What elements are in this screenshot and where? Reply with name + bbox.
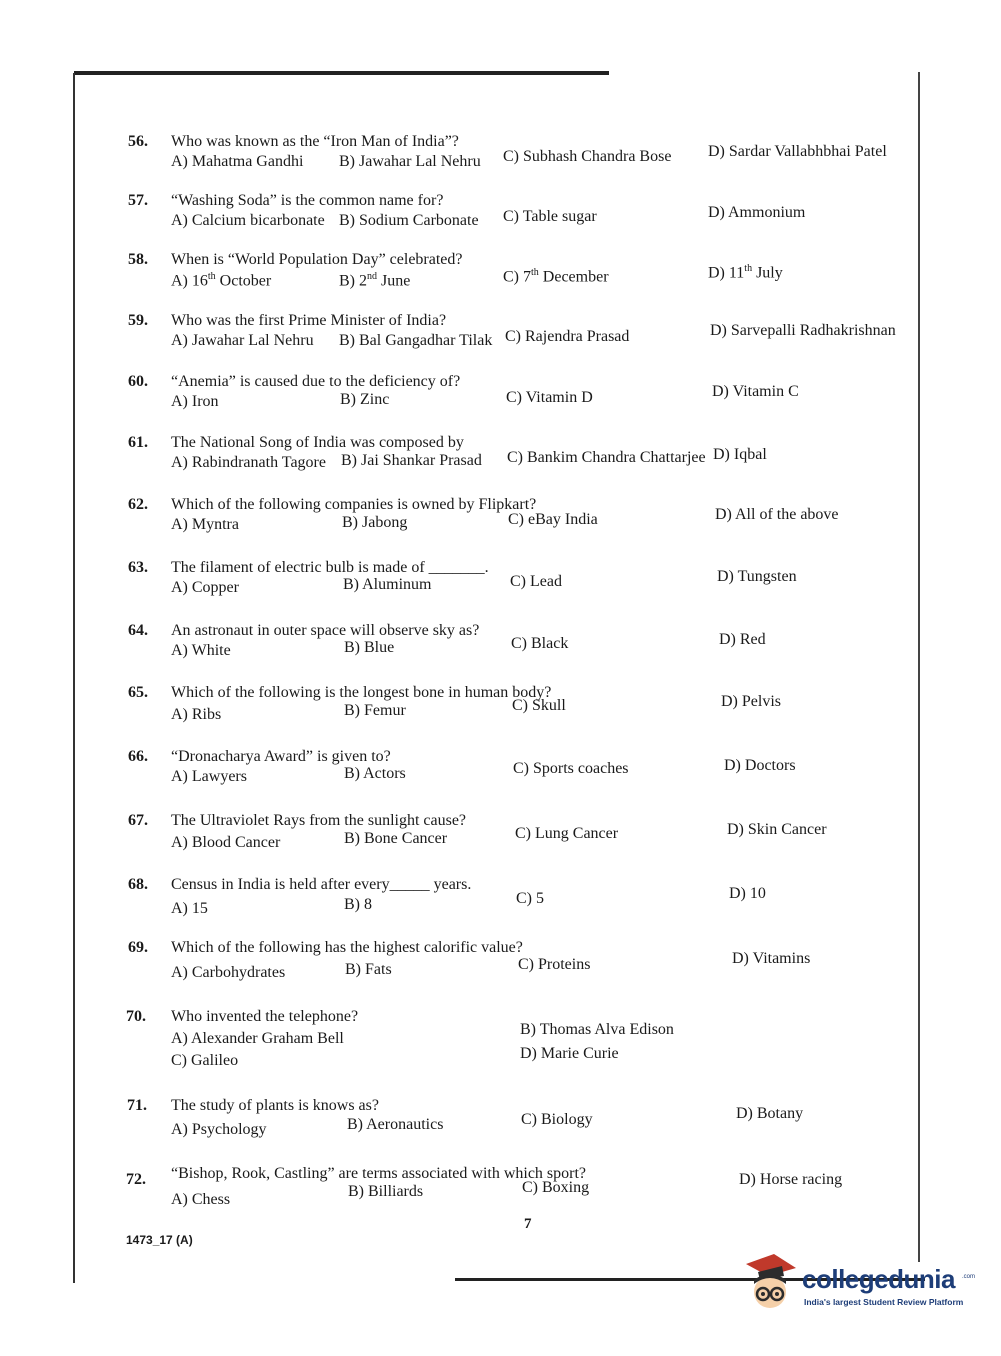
question-number: 58. <box>128 251 148 268</box>
question-number: 62. <box>128 496 148 513</box>
question-number: 60. <box>128 373 148 390</box>
question-63 <box>0 559 1001 607</box>
option-c: C) Bankim Chandra Chattarjee <box>507 449 706 466</box>
question-stem: The Ultraviolet Rays from the sunlight cause? <box>171 812 467 829</box>
question-number: 70. <box>126 1008 146 1025</box>
question-number: 63. <box>128 559 148 576</box>
mascot-icon <box>744 1254 796 1314</box>
question-65 <box>0 684 1001 732</box>
option-b: B) 2nd June <box>339 271 411 290</box>
option-a: A) 15 <box>171 900 208 917</box>
question-56 <box>0 133 1001 181</box>
option-c: C) Rajendra Prasad <box>505 328 630 345</box>
option-c: C) Black <box>511 635 569 652</box>
question-72 <box>0 1161 1001 1209</box>
question-60 <box>0 373 1001 421</box>
question-62 <box>0 496 1001 544</box>
question-71 <box>0 1097 1001 1145</box>
option-b: B) Sodium Carbonate <box>339 212 479 229</box>
option-d: D) Sardar Vallabhbhai Patel <box>708 143 887 160</box>
question-number: 65. <box>128 684 148 701</box>
option-b: B) Zinc <box>340 391 390 408</box>
option-d: D) Horse racing <box>739 1171 843 1188</box>
option-d: D) Red <box>719 631 766 648</box>
question-stem: The National Song of India was composed by <box>171 434 464 451</box>
question-69 <box>0 939 1001 987</box>
question-stem: “Washing Soda” is the common name for? <box>171 192 444 209</box>
option-d: D) Pelvis <box>721 693 781 710</box>
logo-domain: .com <box>962 1274 976 1280</box>
question-stem: An astronaut in outer space will observe sky as? <box>171 622 480 639</box>
paper-code: 1473_17 (A) <box>126 1233 193 1247</box>
collegedunia-logo <box>744 1254 974 1314</box>
option-b: B) Billiards <box>348 1183 424 1200</box>
option-d: D) Vitamin C <box>712 383 799 400</box>
question-61 <box>0 434 1001 482</box>
option-c: C) 7th December <box>503 267 609 286</box>
question-number: 68. <box>128 876 148 893</box>
option-a: A) Calcium bicarbonate <box>171 212 325 229</box>
option-c: C) Lung Cancer <box>515 825 619 842</box>
logo-tagline: India's largest Student Review Platform <box>804 1297 964 1307</box>
option-d: D) Iqbal <box>713 446 767 463</box>
option-b: B) Bone Cancer <box>344 830 448 847</box>
option-b: B) Aeronautics <box>347 1116 444 1133</box>
option-b: B) Bal Gangadhar Tilak <box>339 332 493 349</box>
option-a: A) Blood Cancer <box>171 834 281 851</box>
option-a: A) Copper <box>171 579 239 596</box>
option-d: D) All of the above <box>715 506 839 523</box>
question-70 <box>0 1008 1001 1078</box>
option-b: B) Fats <box>345 961 392 978</box>
question-66 <box>0 748 1001 796</box>
option-d: D) 10 <box>729 885 766 902</box>
option-a: A) Chess <box>171 1191 231 1208</box>
question-number: 56. <box>128 133 148 150</box>
option-a: A) Carbohydrates <box>171 964 286 981</box>
option-b: B) Jawahar Lal Nehru <box>339 153 481 170</box>
option-a: A) Iron <box>171 393 219 410</box>
option-a: A) Lawyers <box>171 768 247 785</box>
option-d: D) Sarvepalli Radhakrishnan <box>710 322 896 339</box>
option-a: A) Rabindranath Tagore <box>171 454 326 471</box>
question-stem: Census in India is held after every_____ years. <box>171 876 472 893</box>
option-d: D) Skin Cancer <box>727 821 827 838</box>
option-b: B) 8 <box>344 896 372 913</box>
option-a: A) Myntra <box>171 516 239 533</box>
question-stem: When is “World Population Day” celebrated? <box>171 251 463 268</box>
question-number: 72. <box>126 1171 146 1188</box>
question-stem: Who was known as the “Iron Man of India”? <box>171 133 459 150</box>
question-58 <box>0 251 1001 299</box>
logo-brand-name: collegedunia <box>802 1264 955 1294</box>
option-b: B) Jabong <box>342 514 408 531</box>
question-stem: Which of the following has the highest calorific value? <box>171 939 523 956</box>
question-stem: “Anemia” is caused due to the deficiency of? <box>171 373 461 390</box>
option-c: C) Subhash Chandra Bose <box>503 148 672 165</box>
question-64 <box>0 622 1001 670</box>
option-c: C) Galileo <box>171 1052 239 1069</box>
question-59 <box>0 312 1001 360</box>
option-b: B) Blue <box>344 639 395 656</box>
option-c: C) Biology <box>521 1111 593 1128</box>
option-b: B) Aluminum <box>343 576 432 593</box>
question-number: 57. <box>128 192 148 209</box>
option-d: D) Marie Curie <box>520 1045 619 1062</box>
option-d: D) Botany <box>736 1105 804 1122</box>
question-number: 67. <box>128 812 148 829</box>
option-a: A) Jawahar Lal Nehru <box>171 332 314 349</box>
option-d: D) Vitamins <box>732 950 811 967</box>
question-68 <box>0 876 1001 924</box>
page-number: 7 <box>524 1216 532 1232</box>
question-stem: Who invented the telephone? <box>171 1008 359 1025</box>
option-d: D) Doctors <box>724 757 796 774</box>
question-stem: Which of the following is the longest bone in human body? <box>171 684 552 701</box>
question-number: 71. <box>127 1097 147 1114</box>
question-number: 59. <box>128 312 148 329</box>
question-57 <box>0 192 1001 240</box>
question-number: 61. <box>128 434 148 451</box>
option-c: C) 5 <box>516 890 544 907</box>
option-c: C) Lead <box>510 573 562 590</box>
option-a: A) Alexander Graham Bell <box>171 1030 344 1047</box>
option-a: A) White <box>171 642 231 659</box>
option-c: C) Vitamin D <box>506 389 593 406</box>
question-stem: Which of the following companies is owned by Flipkart? <box>171 496 537 513</box>
question-stem: “Dronacharya Award” is given to? <box>171 748 391 765</box>
option-c: C) Sports coaches <box>513 760 629 777</box>
option-b: B) Actors <box>344 765 406 782</box>
question-number: 64. <box>128 622 148 639</box>
option-a: A) Mahatma Gandhi <box>171 153 304 170</box>
option-b: B) Femur <box>344 702 406 719</box>
option-a: A) Psychology <box>171 1121 267 1138</box>
question-67 <box>0 812 1001 860</box>
option-c: C) Proteins <box>518 956 591 973</box>
option-c: C) Boxing <box>522 1179 590 1196</box>
page-border-top <box>74 71 609 75</box>
option-d: D) 11th July <box>708 263 783 282</box>
option-d: D) Tungsten <box>717 568 797 585</box>
option-b: B) Jai Shankar Prasad <box>341 452 482 469</box>
question-stem: “Bishop, Rook, Castling” are terms associated with which sport? <box>171 1165 587 1182</box>
option-c: C) Skull <box>512 697 566 714</box>
question-stem: The filament of electric bulb is made of _______. <box>171 559 489 576</box>
option-c: C) Table sugar <box>503 208 597 225</box>
question-number: 66. <box>128 748 148 765</box>
question-number: 69. <box>128 939 148 956</box>
option-a: A) Ribs <box>171 706 222 723</box>
option-d: D) Ammonium <box>708 204 806 221</box>
option-b: B) Thomas Alva Edison <box>520 1021 674 1038</box>
question-stem: Who was the first Prime Minister of India? <box>171 312 447 329</box>
option-a: A) 16th October <box>171 271 272 290</box>
question-stem: The study of plants is knows as? <box>171 1097 379 1114</box>
option-c: C) eBay India <box>508 511 598 528</box>
